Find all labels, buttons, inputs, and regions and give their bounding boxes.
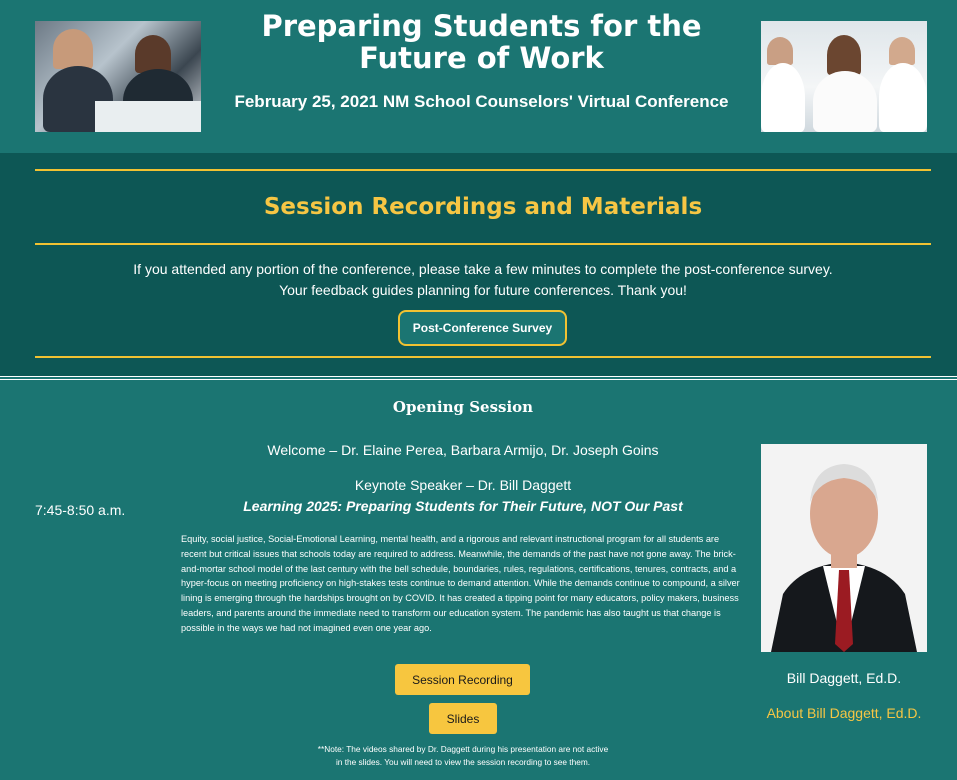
medical-professionals-photo [761, 21, 927, 132]
slides-button[interactable]: Slides [429, 703, 497, 734]
speaker-name: Bill Daggett, Ed.D. [786, 670, 902, 686]
about-speaker-link[interactable]: About Bill Daggett, Ed.D. [766, 705, 922, 721]
speaker-photo [761, 444, 927, 652]
session-time: 7:45-8:50 a.m. [35, 502, 126, 518]
students-working-photo [35, 21, 201, 132]
page-header [0, 0, 957, 153]
opening-session-title: Opening Session [392, 398, 534, 416]
conference-subtitle: February 25, 2021 NM School Counselors' Virtual Conference [234, 92, 729, 111]
keynote-talk-title: Learning 2025: Preparing Students for Their Future, NOT Our Past [243, 498, 683, 514]
video-note-line-1: **Note: The videos shared by Dr. Daggett during his presentation are not active [317, 744, 609, 754]
materials-heading: Session Recordings and Materials [263, 194, 703, 220]
gold-divider-middle [35, 243, 931, 245]
session-description: Equity, social justice, Social-Emotional Learning, mental health, and a rigorous and relevant instructional program for all students are recent but critical issues that schools today are required to address. Meanwhile, the demands of the past have not gone away. The brick-and-mortar school model of the last century with the bell schedule, boundaries, rules, regulations, certifications, tenures, contracts, and a hyper-focus on meeting proficiency on high-stakes tests continue to demand attention. While the demands continue to compound, a silver lining is emerging through the hardships brought on by COVID. It has created a tipping point for many educators, policy makers, business leaders, and parents around the immediate need to transform our education system. The pandemic has also taught us that change is possible in the ways we had not imagined even one year ago. [181, 534, 740, 633]
survey-intro-text: If you attended any portion of the conference, please take a few minutes to complete the post-conference survey. [133, 261, 833, 277]
video-note [290, 743, 636, 768]
page-title: Preparing Students for the Future of Work [261, 9, 702, 75]
speaker-portrait-icon [761, 444, 927, 652]
session-recording-button[interactable]: Session Recording [395, 664, 530, 695]
section-divider-line [0, 376, 957, 377]
post-conference-survey-button[interactable]: Post-Conference Survey [398, 310, 567, 346]
section-divider-line [0, 379, 957, 380]
gold-divider-bottom [35, 356, 931, 358]
gold-divider-top [35, 169, 931, 171]
survey-feedback-text: Your feedback guides planning for future conferences. Thank you! [279, 282, 687, 298]
video-note-line-2: in the slides. You will need to view the session recording to see them. [335, 756, 591, 767]
keynote-speaker: Keynote Speaker – Dr. Bill Daggett [354, 477, 572, 493]
welcome-speakers: Welcome – Dr. Elaine Perea, Barbara Armijo, Dr. Joseph Goins [267, 442, 659, 458]
